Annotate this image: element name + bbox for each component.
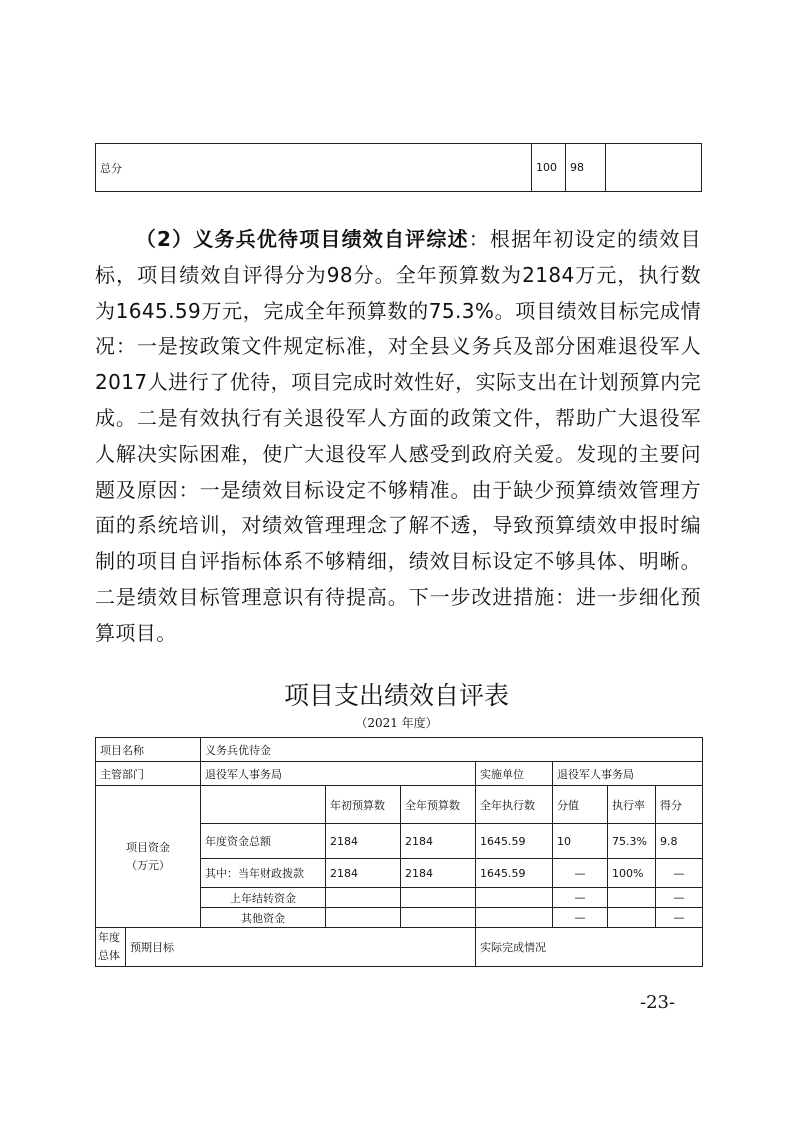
total-label: 总分 [96, 144, 532, 192]
header-col: 全年预算数 [401, 786, 476, 824]
dept-value: 退役军人事务局 [201, 762, 476, 786]
header-col: 全年执行数 [476, 786, 553, 824]
impl-label: 实施单位 [476, 762, 553, 786]
summary-body: ：根据年初设定的绩效目标，项目绩效自评得分为98分。全年预算数为2184万元，执行数为1645.59万元，完成全年预算数的75.3%。项目绩效目标完成情况：一是按政策文件规定标准，对全县义务兵及部分困难退役军人2017人进行了优待，项目完成时效性好，实际支出在计划预算内完成。二是有效执行有关退役军人方面的政策文件，帮助广大退役军人解决实际困难，使广大退役军人感受到政府关爱。发现的主要问题及原因：一是绩效目标设定不够精准。由于缺少预算绩效管理方面的系统培训，对绩效管理理念了解不透，导致预算绩效申报时编制的项目自评指标体系不够精细，绩效目标设定不够具体、明晰。二是绩效目标管理意识有待提高。下一步改进措施：进一步细化预算项目。 [95, 227, 701, 645]
summary-lead: （2）义务兵优待项目绩效自评综述 [135, 227, 469, 251]
cell: — [656, 908, 703, 928]
cell [476, 908, 553, 928]
cell: 1645.59 [476, 859, 553, 888]
expected-label: 预期目标 [126, 928, 476, 967]
cell: 9.8 [656, 824, 703, 859]
score-table [95, 143, 702, 192]
funds-label-cell [96, 786, 201, 928]
row-headers [96, 786, 703, 824]
actual-label: 实际完成情况 [476, 928, 703, 967]
row-label: 其他资金 [201, 908, 326, 928]
annual-label-1: 年度 [98, 931, 120, 944]
cell: 2184 [326, 859, 401, 888]
table-subtitle: （2021 年度） [355, 716, 438, 730]
cell [326, 888, 401, 908]
cell [608, 888, 656, 908]
cell [608, 908, 656, 928]
cell [401, 888, 476, 908]
project-name-value: 义务兵优待金 [201, 738, 703, 762]
cell: — [553, 888, 608, 908]
cell [476, 888, 553, 908]
annual-label-2: 总体 [98, 949, 120, 962]
header-blank [201, 786, 326, 824]
header-col: 年初预算数 [326, 786, 401, 824]
funds-label-2: （万元） [126, 858, 170, 872]
cell: 100% [608, 859, 656, 888]
table-title: 项目支出绩效自评表 [283, 681, 509, 710]
row-label: 年度资金总额 [201, 824, 326, 859]
row-project-name [96, 738, 703, 762]
summary-paragraph [95, 222, 701, 652]
cell: 2184 [326, 824, 401, 859]
project-name-label: 项目名称 [96, 738, 201, 762]
row-department [96, 762, 703, 786]
cell: 10 [553, 824, 608, 859]
cell [326, 908, 401, 928]
annual-label-cell [96, 928, 126, 967]
cell: 2184 [401, 824, 476, 859]
cell: 1645.59 [476, 824, 553, 859]
header-col: 得分 [656, 786, 703, 824]
cell: — [656, 888, 703, 908]
header-col: 执行率 [608, 786, 656, 824]
page-number: -23- [640, 992, 676, 1013]
header-col: 分值 [553, 786, 608, 824]
row-label: 其中：当年财政拨款 [201, 859, 326, 888]
cell [401, 908, 476, 928]
cell: — [553, 908, 608, 928]
cell: — [656, 859, 703, 888]
dept-label: 主管部门 [96, 762, 201, 786]
cell: 2184 [401, 859, 476, 888]
funds-label-1: 项目资金 [126, 840, 170, 854]
total-weight: 100 [532, 144, 566, 192]
total-score-row [96, 144, 702, 192]
total-extra [606, 144, 702, 192]
cell: — [553, 859, 608, 888]
row-label: 上年结转资金 [201, 888, 326, 908]
impl-value: 退役军人事务局 [553, 762, 703, 786]
total-score: 98 [566, 144, 606, 192]
self-evaluation-table [95, 737, 703, 967]
cell: 75.3% [608, 824, 656, 859]
row-annual-goal [96, 928, 703, 967]
